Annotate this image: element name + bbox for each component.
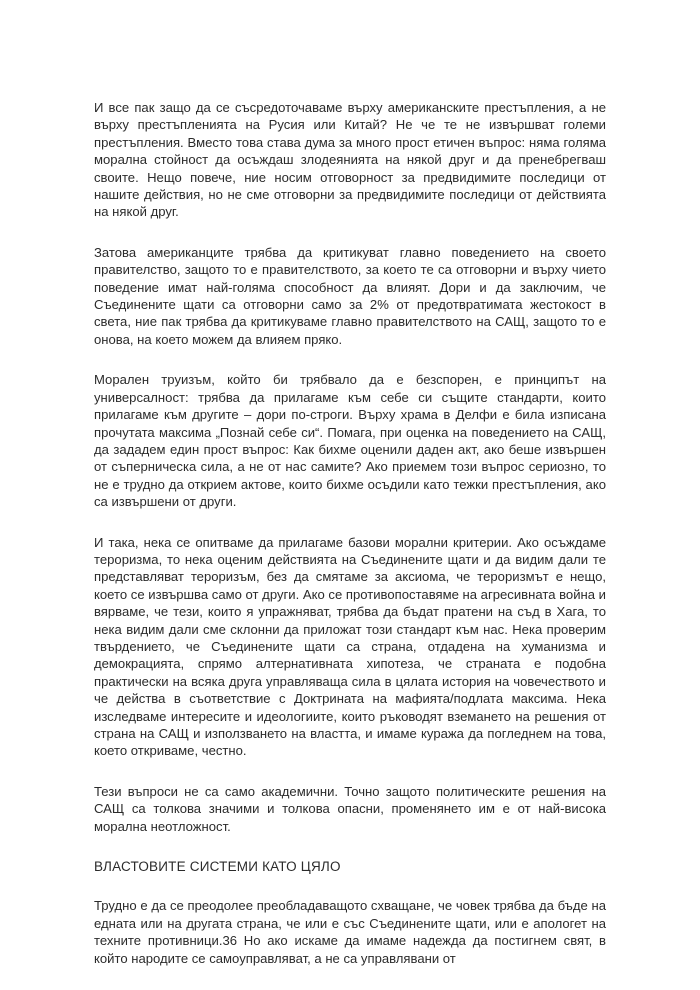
paragraph-3: Морален труизъм, който би трябвало да е безспорен, е принципът на универсалност: трябва да прилагаме към себе си същите стандарти, които прилагаме към другите – дори по-строги. Върху храма в Делфи е била изписана прочутата максима „Познай себе си“. Помага, при оценка на поведението на САЩ, да зададем един прост въпрос: Как бихме оценили даден акт, ако беше извършен от съперническа сила, а не от нас самите? Ако приемем този въпрос сериозно, то не е трудно да открием актове, които бихме осъдили като тежки престъпления, ако са извършени от други.: [94, 372, 606, 510]
paragraph-2: Затова американците трябва да критикуват главно поведението на своето правителство, защото то е правителството, за което те са отговорни и върху чието поведение имат най-голяма способност да влияят. Дори и да заключим, че Съединените щати са отговорни само за 2% от предотвратимата жестокост в света, ние пак трябва да критикуваме главно правителството на САЩ, защото то е онова, на което можем да влияем пряко.: [94, 244, 606, 347]
paragraph-5: Тези въпроси не са само академични. Точно защото политическите решения на САЩ са толкова значими и толкова опасни, променянето им е от най-висока морална неотложност.: [94, 783, 606, 834]
paragraph-6: Трудно е да се преодолее преобладаващото схващане, че човек трябва да бъде на едната или на другата страна, че или е със Съединените щати, или е апологет на техните противници.36 Но ако искаме да имаме надежда да постигнем свят, в който народите се самоуправляват, а не са управлявани от: [94, 898, 606, 966]
paragraph-4: И така, нека се опитваме да прилагаме базови морални критерии. Ако осъждаме тероризма, то нека оценим действията на Съединените щати и да видим дали те представляват тероризъм, без да смятаме за аксиома, че тероризмът е нещо, което се извършва само от други. Ако се противопоставяме на агресивната война и вярваме, че тези, които я упражняват, трябва да бъдат пратени на съд в Хага, то нека видим дали сме склонни да приложат този стандарт към нас. Нека проверим твърдението, че Съединените щати са страна, отдадена на хуманизма и демокрацията, спрямо алтернативната хипотеза, че страната е подобна практически на всяка друга управляваща сила в цялата история на човечеството и че действа в съответствие с Доктрината на мафията/подлата максима. Нека изследваме интересите и идеологиите, които ръководят вземането на решения от страна на САЩ и използването на властта, и имаме куража да погледнем на това, което откриваме, честно.: [94, 534, 606, 759]
paragraph-1: И все пак защо да се съсредоточаваме върху американските престъпления, а не върху престъпленията на Русия или Китай? Не че те не извършват големи престъпления. Вместо това става дума за много прост етичен въпрос: няма голяма морална стойност да осъждаш злодеянията на някой друг и да пренебрегваш своите. Нещо повече, ние носим отговорност за предвидимите последици от нашите действия, но не сме отговорни за предвидимите последици от действията на някой друг.: [94, 100, 606, 220]
section-heading: ВЛАСТОВИТЕ СИСТЕМИ КАТО ЦЯЛО: [94, 859, 341, 875]
document-body: [94, 99, 606, 990]
